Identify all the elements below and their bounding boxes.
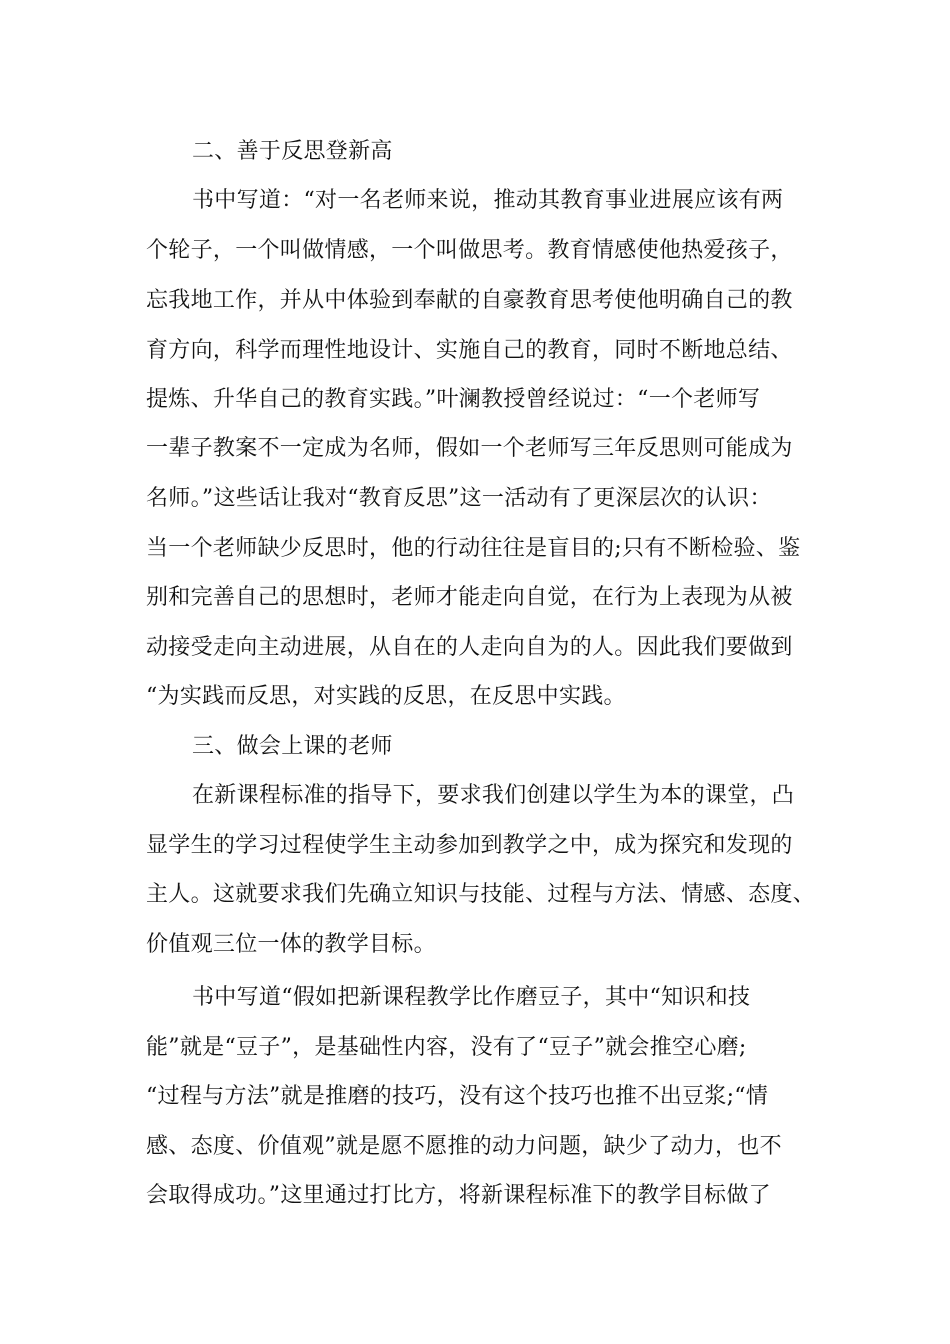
paragraph-line: 提炼、升华自己的教育实践。”叶澜教授曾经说过：“一个老师写 xyxy=(146,387,761,412)
paragraph-line: 会取得成功。”这里通过打比方，将新课程标准下的教学目标做了 xyxy=(146,1183,771,1208)
section-heading-3: 三、做会上课的老师 xyxy=(192,734,393,759)
paragraph-line: 能”就是“豆子”，是基础性内容，没有了“豆子”就会推空心磨; xyxy=(146,1035,747,1060)
paragraph-line: 个轮子，一个叫做情感，一个叫做思考。教育情感使他热爱孩子， xyxy=(146,238,793,263)
paragraph-line: 名师。”这些话让我对“教育反思”这一活动有了更深层次的认识： xyxy=(146,486,772,511)
paragraph-line: 在新课程标准的指导下，要求我们创建以学生为本的课堂，凸 xyxy=(192,783,795,808)
paragraph-line: 显学生的学习过程使学生主动参加到教学之中，成为探究和发现的 xyxy=(146,833,793,858)
paragraph-line: “过程与方法”就是推磨的技巧，没有这个技巧也推不出豆浆;“情 xyxy=(146,1084,769,1109)
paragraph-line: 书中写道“假如把新课程教学比作磨豆子，其中“知识和技 xyxy=(192,985,751,1010)
paragraph-line: 当一个老师缺少反思时，他的行动往往是盲目的;只有不断检验、鉴 xyxy=(146,536,801,561)
paragraph-line: 书中写道：“对一名老师来说，推动其教育事业进展应该有两 xyxy=(192,188,784,213)
paragraph-line: 感、态度、价值观”就是愿不愿推的动力问题，缺少了动力，也不 xyxy=(146,1134,782,1159)
paragraph-line: 别和完善自己的思想时，老师才能走向自觉，在行为上表现为从被 xyxy=(146,585,793,610)
paragraph-line: 一辈子教案不一定成为名师，假如一个老师写三年反思则可能成为 xyxy=(146,436,793,461)
paragraph-line: 主人。这就要求我们先确立知识与技能、过程与方法、情感、态度、 xyxy=(146,882,816,907)
section-heading-2: 二、善于反思登新高 xyxy=(192,139,393,164)
paragraph-line: “为实践而反思，对实践的反思，在反思中实践。 xyxy=(146,684,626,709)
paragraph-line: 价值观三位一体的教学目标。 xyxy=(146,932,436,957)
paragraph-line: 动接受走向主动进展，从自在的人走向自为的人。因此我们要做到 xyxy=(146,635,793,660)
paragraph-line: 忘我地工作，并从中体验到奉献的自豪教育思考使他明确自己的教 xyxy=(146,288,793,313)
paragraph-line: 育方向，科学而理性地设计、实施自己的教育，同时不断地总结、 xyxy=(146,338,793,363)
